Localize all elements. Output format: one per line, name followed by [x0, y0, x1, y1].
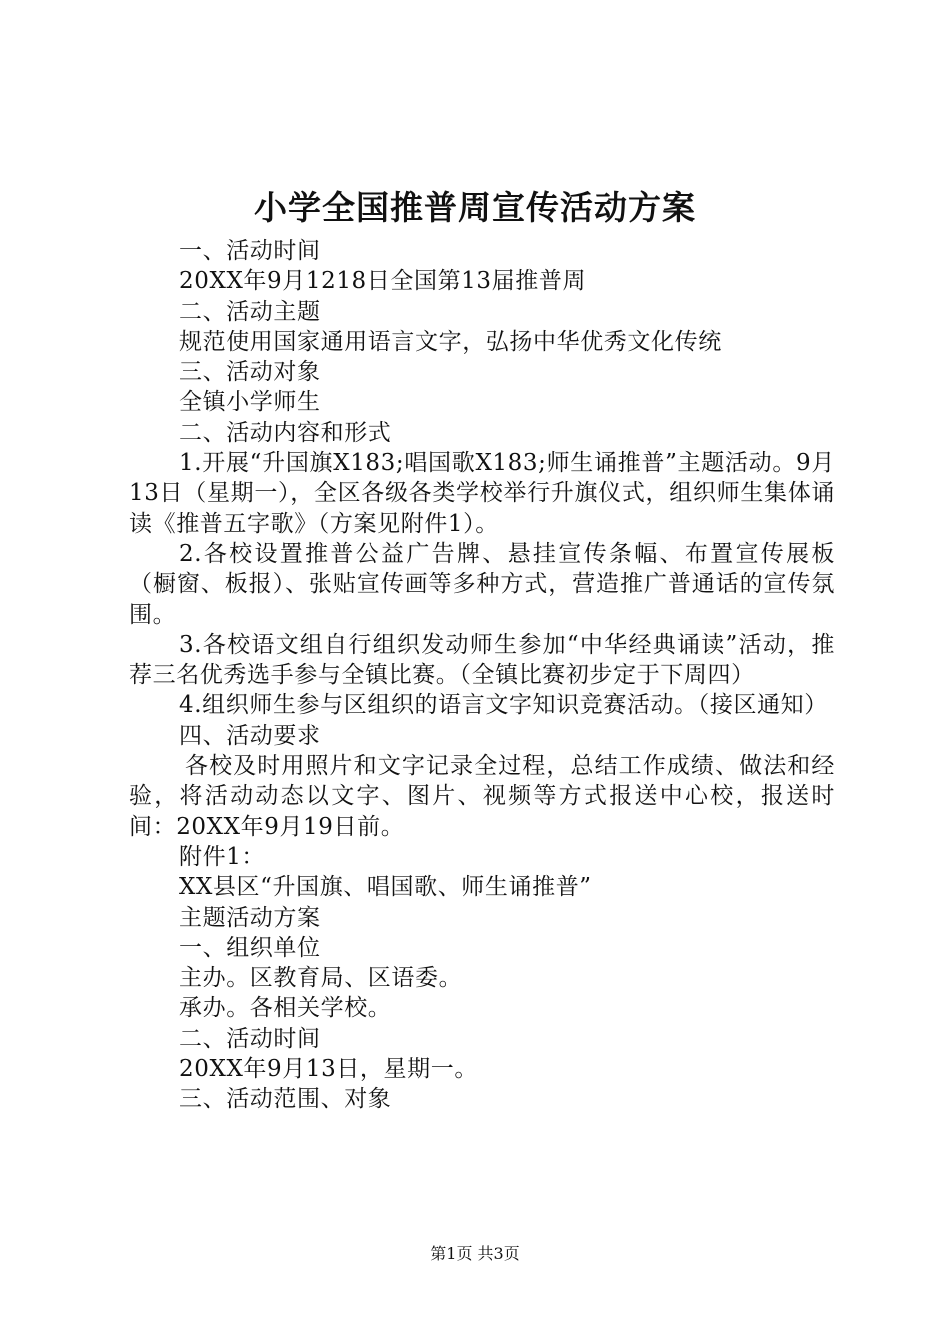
- attachment-co-host: 承办。各相关学校。: [179, 995, 392, 1022]
- attachment-host: 主办。区教育局、区语委。: [179, 965, 463, 992]
- document-body: [129, 236, 835, 1115]
- section-heading-target: 三、活动对象: [179, 359, 321, 386]
- attachment-label: 附件1：: [179, 843, 266, 870]
- content-paragraph-4: 4.组织师生参与区组织的语言文字知识竞赛活动。（接区通知）: [179, 692, 828, 719]
- section-heading-theme: 二、活动主题: [179, 298, 321, 325]
- content-paragraph-2: 2.各校设置推普公益广告牌、悬挂宣传条幅、布置宣传展板（橱窗、板报）、张贴宣传画等多种方式，营造推广普通话的宣传氛围。: [129, 540, 835, 628]
- target-text: 全镇小学师生: [179, 389, 321, 416]
- document-title: 小学全国推普周宣传活动方案: [254, 188, 696, 227]
- page-number: 第1页 共3页: [430, 1244, 520, 1263]
- time-text: 20XX年9月1218日全国第13届推普周: [179, 268, 587, 295]
- section-heading-content: 二、活动内容和形式: [179, 419, 392, 446]
- theme-text: 规范使用国家通用语言文字，弘扬中华优秀文化传统: [179, 328, 722, 355]
- attachment-heading-scope: 三、活动范围、对象: [179, 1086, 392, 1113]
- attachment-title: XX县区“升国旗、唱国歌、师生诵推普”: [179, 874, 592, 901]
- attachment-subtitle: 主题活动方案: [179, 904, 321, 931]
- attachment-heading-organizer: 一、组织单位: [179, 934, 321, 961]
- requirements-paragraph: 各校及时用照片和文字记录全过程，总结工作成绩、做法和经验，将活动动态以文字、图片、视频等方式报送中心校，报送时间：20XX年9月19日前。: [129, 753, 835, 840]
- section-heading-time: 一、活动时间: [179, 238, 321, 264]
- content-paragraph-1: 1.开展“升国旗X183;唱国歌X183;师生诵推普”主题活动。9月13日（星期一），全区各级各类学校举行升旗仪式，组织师生集体诵读《推普五字歌》（方案见附件1）。: [129, 450, 835, 537]
- attachment-heading-time: 二、活动时间: [179, 1025, 321, 1052]
- section-heading-requirements: 四、活动要求: [179, 722, 321, 749]
- attachment-time-text: 20XX年9月13日，星期一。: [179, 1056, 478, 1083]
- content-paragraph-3: 3.各校语文组自行组织发动师生参加“中华经典诵读”活动，推荐三名优秀选手参与全镇比赛。（全镇比赛初步定于下周四）: [129, 631, 835, 689]
